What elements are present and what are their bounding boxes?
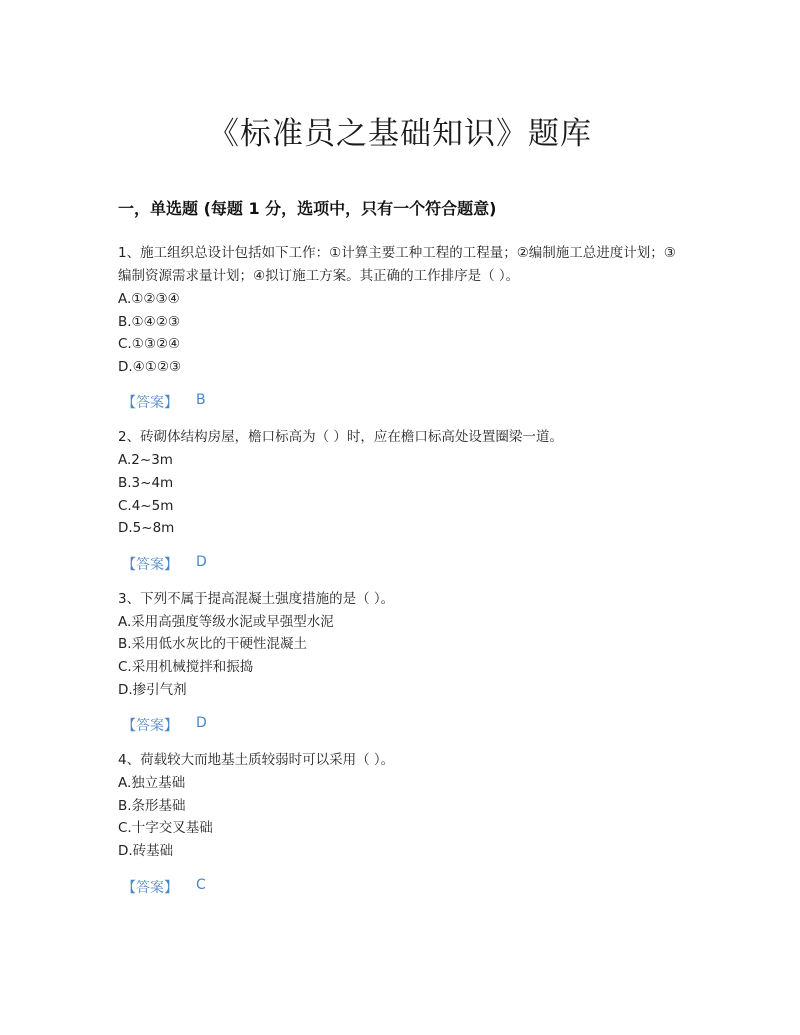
answer-value: C	[196, 876, 206, 893]
page-title: 《标准员之基础知识》题库	[208, 116, 592, 152]
question-stem: 2、砖砌体结构房屋，檐口标高为（ ）时，应在檐口标高处设置圈梁一道。	[118, 429, 563, 446]
answer-label: 【答案】	[122, 879, 178, 896]
question-3	[118, 588, 678, 735]
answer-value: B	[196, 392, 206, 409]
option-d: D.砖基础	[118, 842, 174, 859]
answer-label: 【答案】	[122, 395, 178, 412]
question-stem: 1、施工组织总设计包括如下工作：①计算主要工种工程的工程量；②编制施工总进度计划；③编制资源需求量计划；④拟订施工方案。其正确的工作排序是（ ）。	[118, 245, 676, 284]
answer-value: D	[196, 553, 207, 570]
option-d: D.5~8m	[118, 520, 175, 537]
option-c: C.①③②④	[118, 336, 181, 353]
option-a: A.采用高强度等级水泥或早强型水泥	[118, 613, 334, 630]
question-1	[118, 242, 678, 412]
answer-value: D	[196, 715, 207, 732]
section-heading: 一，单选题 (每题 1 分，选项中，只有一个符合题意)	[118, 199, 497, 218]
answer-row	[118, 392, 678, 412]
option-b: B.3~4m	[118, 474, 174, 491]
option-d: D.④①②③	[118, 358, 182, 375]
option-c: C.4~5m	[118, 497, 174, 514]
answer-label: 【答案】	[122, 556, 178, 573]
option-b: B.①④②③	[118, 313, 180, 330]
option-a: A.①②③④	[118, 291, 180, 307]
answer-row	[118, 877, 678, 897]
question-2	[118, 426, 678, 573]
option-c: C.采用机械搅拌和振捣	[118, 658, 254, 675]
option-d: D.掺引气剂	[118, 681, 187, 698]
answer-row	[118, 715, 678, 735]
option-a: A.2~3m	[118, 452, 173, 469]
question-4	[118, 749, 678, 896]
option-a: A.独立基础	[118, 775, 186, 792]
option-c: C.十字交叉基础	[118, 820, 213, 837]
question-list	[118, 242, 678, 911]
answer-label: 【答案】	[122, 718, 178, 735]
question-stem: 4、荷载较大而地基土质较弱时可以采用（ ）。	[118, 752, 395, 769]
option-b: B.采用低水灰比的干硬性混凝土	[118, 636, 308, 653]
answer-row	[118, 554, 678, 574]
option-b: B.条形基础	[118, 797, 186, 814]
question-stem: 3、下列不属于提高混凝土强度措施的是（ ）。	[118, 590, 395, 607]
